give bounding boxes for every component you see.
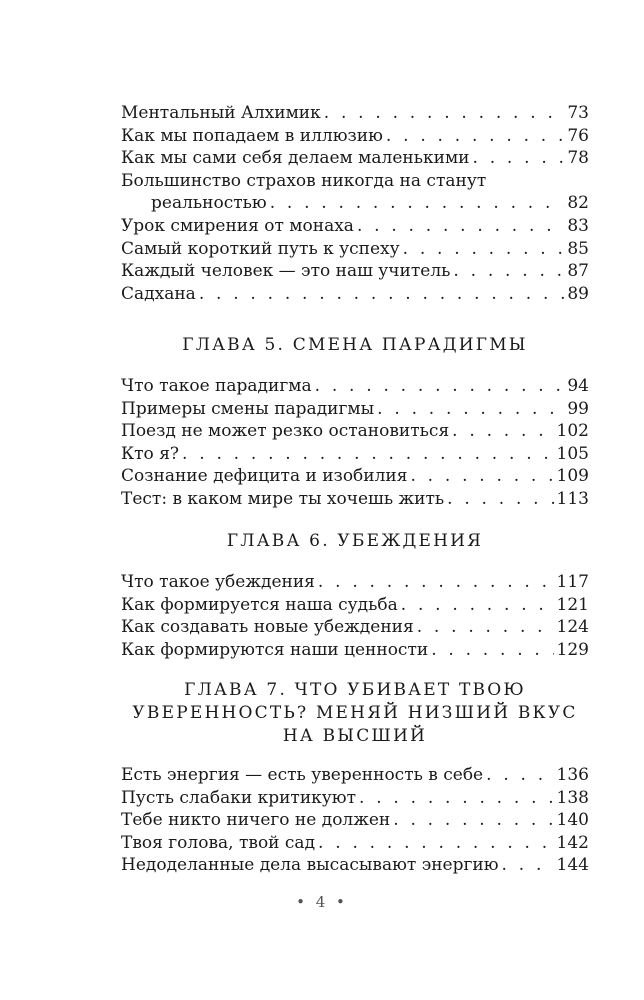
toc-entry: [121, 832, 589, 855]
toc-entry: [121, 594, 589, 617]
toc-entry: [121, 102, 589, 125]
toc-leader-dots: [410, 465, 553, 488]
toc-entry: [121, 147, 589, 170]
toc-entry: [121, 809, 589, 832]
toc-entry-title: Что такое парадигма: [121, 376, 312, 396]
toc-entry-title: Как формируется наша судьба: [121, 594, 398, 615]
toc-entry: [121, 260, 589, 283]
toc-entry-title: Как мы попадаем в иллюзию: [121, 125, 383, 146]
toc-section-chapter-5: [121, 334, 589, 511]
toc-entry-page: 87: [567, 261, 589, 282]
toc-leader-dots: [453, 260, 564, 283]
toc-entry-title: Пусть слабаки критикуют: [121, 787, 357, 808]
toc-leader-dots: [447, 488, 553, 511]
toc-entry-page: 136: [556, 765, 589, 785]
toc-entry-page: 73: [567, 103, 589, 123]
toc-leader-dots: [502, 854, 554, 877]
toc-entry-title: Как мы сами себя делаем маленькими: [121, 148, 470, 169]
toc-entry-title: Самый короткий путь к успеху: [121, 238, 400, 259]
toc-entry-page: 99: [567, 398, 589, 419]
toc-entry-page: 144: [556, 855, 589, 876]
toc-entry: [121, 420, 589, 443]
toc-entry-title: Ментальный Алхимик: [121, 103, 321, 123]
toc-entry-title: Недоделанные дела высасывают энергию: [121, 855, 499, 876]
toc-leader-dots: [401, 594, 554, 617]
toc-leader-dots: [318, 571, 554, 594]
toc-entry: [121, 854, 589, 877]
toc-entry-title: Как формируются наши ценности: [121, 639, 429, 660]
toc-section-tail: [121, 102, 589, 305]
toc-entry-title: Поезд не может резко остановиться: [121, 421, 450, 442]
toc-entry-page: 102: [556, 421, 589, 442]
toc-entry-title: Садхана: [121, 283, 196, 304]
toc-entry: [121, 238, 589, 261]
toc-section-chapter-7: [121, 679, 589, 877]
toc-entry-page: 113: [556, 488, 589, 509]
toc-entry-title: Кто я?: [121, 443, 180, 464]
chapter-heading: ГЛАВА 6. УБЕЖДЕНИЯ: [226, 531, 484, 551]
toc-entry-page: 83: [567, 215, 589, 236]
toc-entry-page: 140: [556, 810, 589, 831]
toc-leader-dots: [324, 102, 565, 125]
toc-entry-page: 78: [567, 148, 589, 169]
toc-entry: [121, 616, 589, 639]
toc-leader-dots: [386, 125, 564, 148]
toc-entry: [121, 283, 589, 306]
toc-entry-title-continued: реальностью: [151, 193, 267, 214]
toc-entry-page: 76: [567, 125, 589, 146]
toc-leader-dots: [473, 147, 565, 170]
toc-entry-continuation: [121, 192, 589, 215]
toc-entry: [121, 125, 589, 148]
toc-leader-dots: [393, 809, 553, 832]
toc-leader-dots: [359, 787, 554, 810]
toc-entry-page: 105: [556, 443, 589, 464]
toc-entry-title: Тебе никто ничего не должен: [121, 810, 391, 831]
chapter-heading-line: УВЕРЕННОСТЬ? МЕНЯЙ НИЗШИЙ ВКУС: [132, 703, 578, 723]
toc-leader-dots: [318, 832, 554, 855]
toc-leader-dots: [403, 238, 565, 261]
toc-entry-page: 85: [567, 238, 589, 259]
toc-entry-title: Как создавать новые убеждения: [121, 617, 414, 638]
toc-entry-title: Сознание дефицита и изобилия: [121, 466, 408, 487]
toc-leader-dots: [315, 375, 565, 398]
toc-leader-dots: [357, 215, 564, 238]
toc-entry-page: 117: [556, 572, 589, 592]
toc-leader-dots: [486, 764, 553, 787]
toc-entry-page: 82: [567, 193, 589, 214]
toc-section-chapter-6: [121, 530, 589, 661]
toc-leader-dots: [452, 420, 553, 443]
toc-leader-dots: [182, 443, 554, 466]
toc-entry-page: 124: [556, 617, 589, 638]
toc-entry-title: Тест: в каком мире ты хочешь жить: [121, 488, 445, 509]
toc-entry-page: 94: [567, 376, 589, 396]
toc-entry: [121, 398, 589, 421]
toc-entry-multiline: [121, 170, 589, 193]
toc-entry-page: 121: [556, 594, 589, 615]
toc-entry: [121, 443, 589, 466]
toc-leader-dots: [270, 192, 565, 215]
toc-entry-title: Примеры смены парадигмы: [121, 398, 375, 419]
toc-leader-dots: [417, 616, 554, 639]
page-number: • 4 •: [296, 893, 348, 911]
toc-entry-title: Большинство страхов никогда на станут: [121, 170, 487, 191]
toc-entry-page: 129: [556, 639, 589, 660]
toc-leader-dots: [431, 639, 553, 662]
toc-entry-page: 109: [556, 466, 589, 487]
toc-entry: [121, 375, 589, 398]
toc-entry-title: Что такое убеждения: [121, 572, 315, 592]
toc-entry: [121, 488, 589, 511]
toc-entry: [121, 787, 589, 810]
toc-entry: [121, 465, 589, 488]
toc-entry-page: 138: [556, 787, 589, 808]
chapter-heading: ГЛАВА 5. СМЕНА ПАРАДИГМЫ: [182, 335, 528, 355]
toc-entry-page: 142: [556, 832, 589, 853]
toc-entry-title: Урок смирения от монаха: [121, 215, 354, 236]
chapter-heading-line: ГЛАВА 7. ЧТО УБИВАЕТ ТВОЮ: [184, 680, 526, 700]
chapter-heading-line: НА ВЫСШИЙ: [282, 726, 428, 746]
toc-entry-title: Есть энергия — есть уверенность в себе: [121, 765, 484, 785]
toc-entry-title: Твоя голова, твой сад: [121, 832, 316, 853]
toc-entry-page: 89: [567, 283, 589, 304]
toc-entry: [121, 764, 589, 787]
toc-leader-dots: [377, 398, 564, 421]
toc-entry-title: Каждый человек — это наш учитель: [121, 261, 451, 282]
toc-entry: [121, 639, 589, 662]
toc-leader-dots: [199, 283, 565, 306]
toc-entry: [121, 215, 589, 238]
toc-entry: [121, 571, 589, 594]
